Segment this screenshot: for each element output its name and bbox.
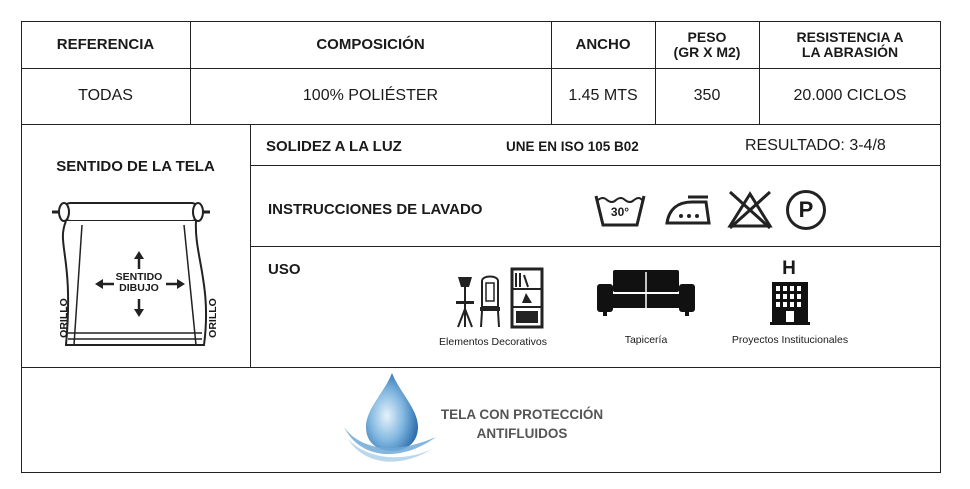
solidez-result: RESULTADO: 3-4/8 [745, 137, 886, 154]
header-resistencia-line1: RESISTENCIA A [796, 28, 904, 45]
solidez-norm: UNE EN ISO 105 B02 [506, 139, 639, 154]
dry-clean-letter: P [798, 197, 814, 222]
decor-furniture-icon [450, 267, 546, 331]
sentido-line1: SENTIDO [115, 271, 163, 283]
sentido-center-label [105, 272, 173, 294]
value-resistencia: 20.000 CICLOS [793, 87, 907, 104]
header-resistencia-line2: LA ABRASIÓN [801, 43, 899, 60]
sentido-line2: DIBUJO [119, 282, 159, 294]
divider [21, 367, 941, 368]
sofa-icon [597, 270, 695, 316]
sentido-title: SENTIDO DE LA TELA [56, 158, 215, 175]
header-peso-line1: PESO [687, 28, 727, 45]
footer-line1: TELA CON PROTECCIÓN [440, 407, 604, 422]
header-peso [655, 21, 759, 68]
footer-label [432, 405, 612, 443]
solidez-label: SOLIDEZ A LA LUZ [266, 138, 402, 155]
orillo-right-label: ORILLO [207, 298, 219, 338]
header-composicion: COMPOSICIÓN [316, 36, 425, 53]
value-referencia: TODAS [78, 87, 133, 104]
footer-line2: ANTIFLUIDOS [476, 426, 568, 441]
header-referencia: REFERENCIA [56, 36, 155, 53]
dry-clean-p-icon [786, 190, 826, 230]
water-drop-icon [340, 371, 440, 467]
uso-item-label: Elementos Decorativos [439, 336, 547, 348]
uso-item-label: Proyectos Institucionales [731, 334, 849, 346]
hotel-building-icon [770, 280, 810, 326]
lavado-label: INSTRUCCIONES DE LAVADO [268, 201, 483, 218]
divider [250, 124, 251, 367]
uso-item-label: Tapicería [624, 334, 668, 346]
header-resistencia [759, 21, 941, 68]
value-composicion: 100% POLIÉSTER [302, 87, 439, 104]
iron-icon [664, 194, 712, 228]
divider [21, 124, 941, 125]
divider [250, 246, 941, 247]
wash-30-icon [594, 190, 646, 230]
uso-label: USO [268, 261, 301, 278]
orillo-left-label: ORILLO [58, 298, 70, 338]
header-peso-line2: (GR X M2) [673, 43, 741, 60]
divider [250, 165, 941, 166]
no-bleach-icon [726, 190, 774, 230]
value-ancho: 1.45 MTS [568, 87, 638, 104]
header-ancho: ANCHO [575, 36, 631, 53]
wash-temp: 30° [610, 205, 630, 219]
hotel-letter: H [782, 258, 796, 279]
value-peso: 350 [693, 87, 721, 104]
